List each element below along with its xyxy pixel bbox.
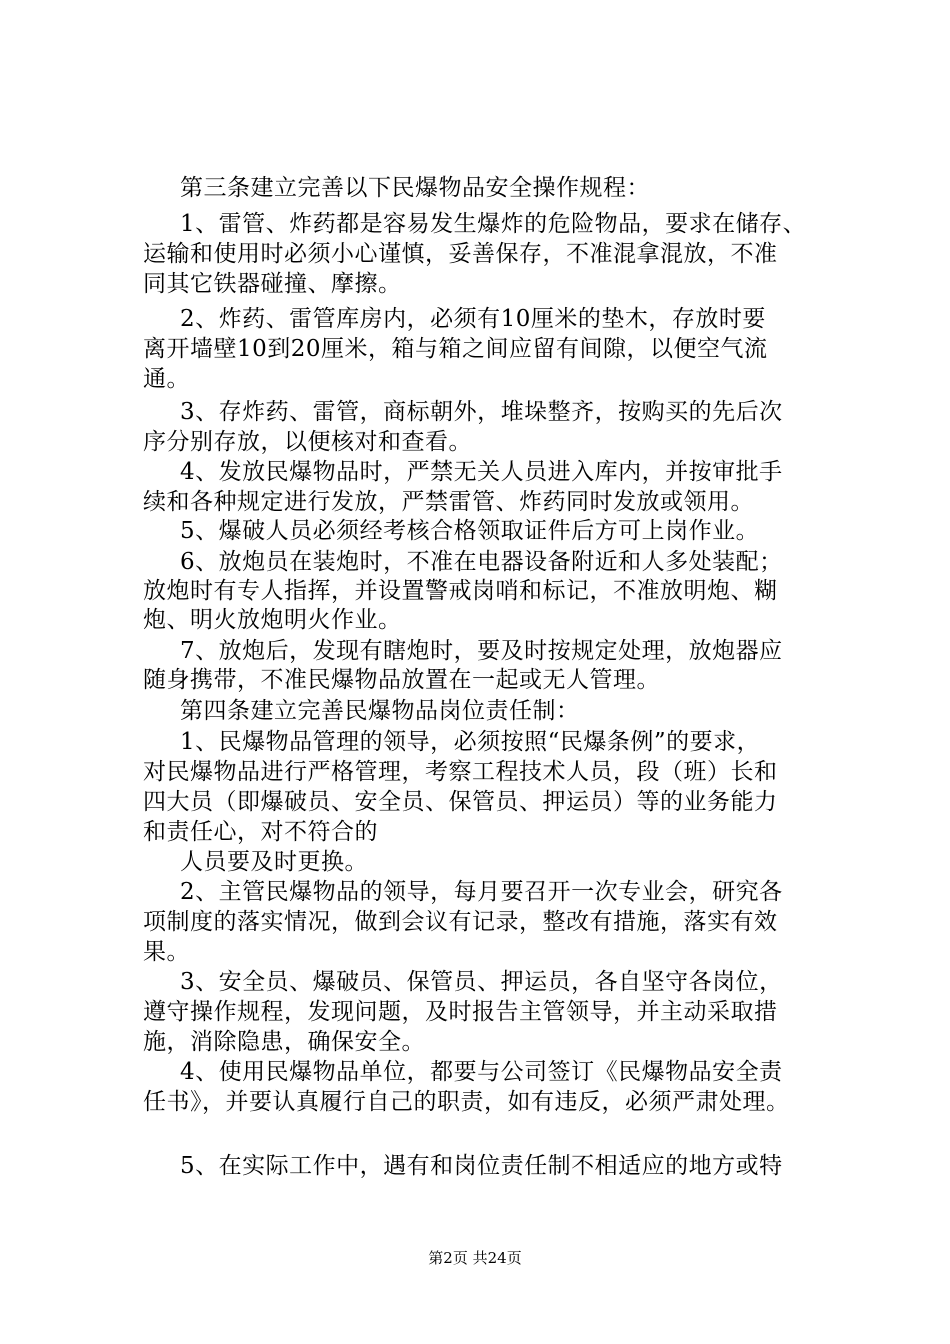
- text-line: 对民爆物品进行严格管理，考察工程技术人员，段（班）长和: [143, 759, 778, 785]
- text-line: 3、安全员、爆破员、保管员、押运员，各自坚守各岗位，: [180, 969, 783, 995]
- text-line: 通。: [143, 366, 190, 392]
- text-line: 2、主管民爆物品的领导，每月要召开一次专业会，研究各: [180, 879, 783, 905]
- text-line: 运输和使用时必须小心谨慎，妥善保存，不准混拿混放，不准: [143, 241, 778, 267]
- text-line: 1、民爆物品管理的领导，必须按照“民爆条例”的要求，: [180, 729, 761, 755]
- text-line: 3、存炸药、雷管，商标朝外，堆垛整齐，按购买的先后次: [180, 399, 783, 425]
- text-line: 同其它铁器碰撞、摩擦。: [143, 271, 402, 297]
- text-line: 2、炸药、雷管库房内，必须有10厘米的垫木，存放时要: [180, 306, 766, 332]
- text-line: 第四条建立完善民爆物品岗位责任制：: [180, 698, 580, 724]
- text-line: 随身携带，不准民爆物品放置在一起或无人管理。: [143, 667, 660, 693]
- text-line: 任书》，并要认真履行自己的职责，如有违反，必须严肃处理。: [143, 1089, 790, 1115]
- text-line: 人员要及时更换。: [180, 849, 368, 875]
- text-line: 续和各种规定进行发放，严禁雷管、炸药同时发放或领用。: [143, 489, 754, 515]
- page-number-footer: 第2页 共24页: [428, 1249, 522, 1267]
- text-line: 7、放炮后，发现有瞎炮时，要及时按规定处理，放炮器应: [180, 638, 783, 664]
- text-line: 四大员（即爆破员、安全员、保管员、押运员）等的业务能力: [143, 789, 778, 815]
- text-line: 第三条建立完善以下民爆物品安全操作规程：: [180, 175, 650, 201]
- text-line: 序分别存放，以便核对和查看。: [143, 429, 472, 455]
- text-line: 放炮时有专人指挥，并设置警戒岗哨和标记，不准放明炮、糊: [143, 578, 778, 604]
- text-line: 果。: [143, 939, 190, 965]
- text-line: 1、雷管、炸药都是容易发生爆炸的危险物品，要求在储存、: [180, 211, 807, 237]
- text-line: 4、发放民爆物品时，严禁无关人员进入库内，并按审批手: [180, 459, 783, 485]
- text-line: 5、爆破人员必须经考核合格领取证件后方可上岗作业。: [180, 518, 760, 544]
- text-line: 6、放炮员在装炮时，不准在电器设备附近和人多处装配；: [180, 549, 783, 575]
- text-line: 离开墙壁10到20厘米，箱与箱之间应留有间隙，以便空气流: [143, 336, 768, 362]
- text-line: 和责任心，对不符合的: [143, 819, 378, 845]
- text-line: 5、在实际工作中，遇有和岗位责任制不相适应的地方或特: [180, 1153, 783, 1179]
- text-line: 项制度的落实情况，做到会议有记录，整改有措施，落实有效: [143, 909, 778, 935]
- text-line: 遵守操作规程，发现问题，及时报告主管领导，并主动采取措: [143, 999, 778, 1025]
- text-line: 施，消除隐患，确保安全。: [143, 1029, 425, 1055]
- text-line: 4、使用民爆物品单位，都要与公司签订《民爆物品安全责: [180, 1059, 783, 1085]
- text-line: 炮、明火放炮明火作业。: [143, 607, 402, 633]
